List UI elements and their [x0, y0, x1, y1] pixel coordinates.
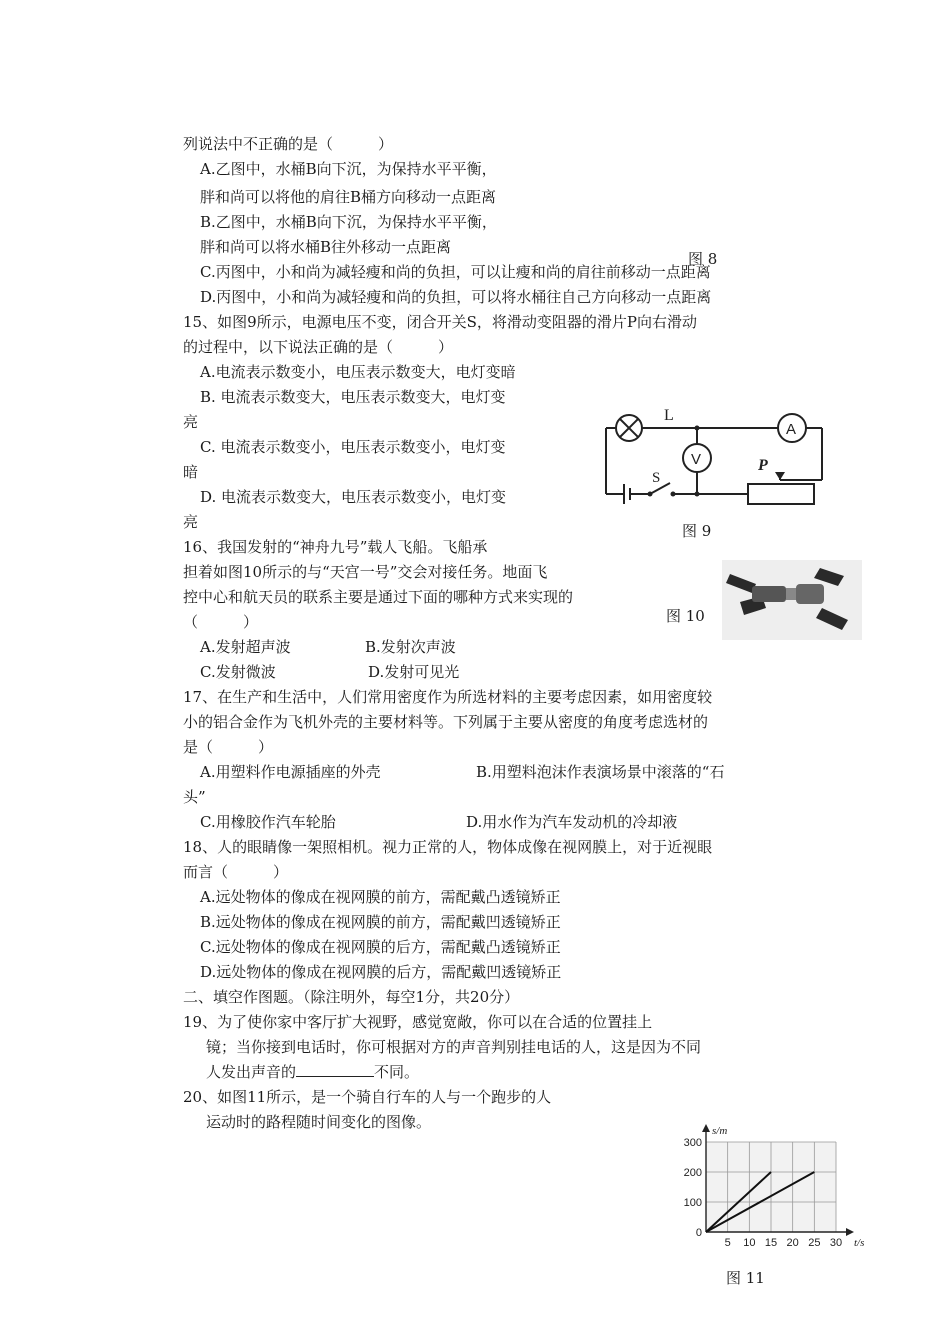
q15-option: C. 电流表示数变小，电压表示数变小，电灯变	[200, 438, 506, 456]
y-tick-label: 200	[683, 1167, 702, 1179]
q15-option: B. 电流表示数变大，电压表示数变大，电灯变	[200, 388, 506, 406]
distance-time-chart	[660, 1125, 865, 1250]
q19-line: 镜；当你接到电话时，你可根据对方的声音判别挂电话的人，这是因为不同	[206, 1038, 702, 1056]
y-tick-label: 300	[683, 1137, 702, 1149]
q15-option: D. 电流表示数变大，电压表示数变小，电灯变	[200, 488, 507, 506]
x-tick-label: 15	[764, 1237, 778, 1249]
figure-9-label: 图 9	[682, 522, 712, 540]
q17-option: B.用塑料泡沫作表演场景中滚落的“石	[476, 763, 725, 781]
q17-stem: 小的铝合金作为飞机外壳的主要材料等。下列属于主要从密度的角度考虑选材的	[183, 713, 709, 731]
q17-option-wrap: 头”	[183, 788, 206, 806]
x-tick-label: 10	[743, 1237, 756, 1249]
q14-option: D.丙图中，小和尚为减轻瘦和尚的负担，可以将水桶往自己方向移动一点距离	[200, 288, 712, 306]
q15-option-wrap: 亮	[183, 413, 199, 431]
q16-option: C.发射微波	[200, 663, 276, 681]
section-heading: 二、填空作图题。（除注明外，每空1分，共20分）	[183, 988, 520, 1006]
q15-option-wrap: 亮	[183, 513, 199, 531]
q17-option: C.用橡胶作汽车轮胎	[200, 813, 336, 831]
ammeter-label: A	[786, 421, 797, 438]
x-tick-label: 30	[829, 1237, 843, 1249]
q14-option: B.乙图中，水桶B向下沉，为保持水平平衡，	[200, 213, 497, 231]
q17-option: A.用塑料作电源插座的外壳	[200, 763, 381, 781]
q20-stem: 20、如图11所示，是一个骑自行车的人与一个跑步的人	[183, 1088, 552, 1106]
answer-blank[interactable]	[296, 1062, 374, 1077]
q15-stem: 的过程中，以下说法正确的是（ ）	[183, 338, 454, 356]
spacecraft-docking-image	[722, 560, 862, 640]
y-tick-label: 0	[695, 1227, 702, 1239]
q14-option: 胖和尚可以将他的肩往B桶方向移动一点距离	[200, 188, 497, 206]
q16-stem: 16、我国发射的“神舟九号”载人飞船。飞船承	[183, 538, 488, 556]
q15-option-wrap: 暗	[183, 463, 199, 481]
y-tick-label: 100	[683, 1197, 702, 1209]
q18-option: C.远处物体的像成在视网膜的后方，需配戴凸透镜矫正	[200, 938, 561, 956]
slider-label: P	[758, 457, 768, 474]
x-tick-label: 25	[808, 1237, 821, 1249]
q15-option: A.电流表示数变小，电压表示数变大，电灯变暗	[200, 363, 516, 381]
circuit-diagram	[600, 400, 830, 510]
q18-stem: 18、人的眼睛像一架照相机。视力正常的人，物体成像在视网膜上，对于近视眼	[183, 838, 713, 856]
q18-option: D.远处物体的像成在视网膜的后方，需配戴凹透镜矫正	[200, 963, 562, 981]
q19-text: 人发出声音的	[206, 1063, 297, 1081]
q14-option: 胖和尚可以将水桶B往外移动一点距离	[200, 238, 452, 256]
figure-10-label: 图 10	[666, 607, 705, 625]
q16-option: A.发射超声波	[200, 638, 291, 656]
figure-8-label: 图 8	[688, 250, 718, 268]
y-axis-arrow	[702, 1124, 710, 1132]
x-axis-label: t/s	[854, 1237, 865, 1249]
q17-stem: 是（ ）	[183, 738, 274, 756]
lamp-label: L	[664, 407, 674, 424]
q16-option: D.发射可见光	[368, 663, 460, 681]
voltmeter-label: V	[691, 451, 702, 468]
q17-stem: 17、在生产和生活中，人们常用密度作为所选材料的主要考虑因素，如用密度较	[183, 688, 713, 706]
switch-label: S	[652, 470, 661, 486]
x-tick-label: 20	[786, 1237, 799, 1249]
q18-option: A.远处物体的像成在视网膜的前方，需配戴凸透镜矫正	[200, 888, 561, 906]
x-tick-label: 5	[724, 1237, 731, 1249]
q16-stem: 担着如图10所示的与“天宫一号”交会对接任务。地面飞	[183, 563, 548, 581]
q18-stem: 而言（ ）	[183, 863, 289, 881]
q19-line-last	[206, 1062, 419, 1082]
q17-option: D.用水作为汽车发动机的冷却液	[466, 813, 678, 831]
x-axis-arrow	[846, 1228, 854, 1236]
q18-option: B.远处物体的像成在视网膜的前方，需配戴凹透镜矫正	[200, 913, 561, 931]
q16-stem: （ ）	[183, 613, 259, 631]
y-axis-label: s/m	[712, 1125, 728, 1137]
q14-option: A.乙图中，水桶B向下沉，为保持水平平衡，	[200, 160, 497, 178]
q14-option: C.丙图中，小和尚为减轻瘦和尚的负担，可以让瘦和尚的肩往前移动一点距离	[200, 263, 711, 281]
q14-stem: 列说法中不正确的是（ ）	[183, 135, 394, 153]
q19-line: 19、为了使你家中客厅扩大视野，感觉宽敞，你可以在合适的位置挂上	[183, 1013, 653, 1031]
figure-11-label: 图 11	[726, 1269, 765, 1287]
q15-stem: 15、如图9所示，电源电压不变，闭合开关S，将滑动变阻器的滑片P向右滑动	[183, 313, 698, 331]
q16-option: B.发射次声波	[365, 638, 456, 656]
q16-stem: 控中心和航天员的联系主要是通过下面的哪种方式来实现的	[183, 588, 574, 606]
q19-tail: 不同。	[374, 1063, 420, 1081]
q20-stem: 运动时的路程随时间变化的图像。	[206, 1113, 432, 1131]
